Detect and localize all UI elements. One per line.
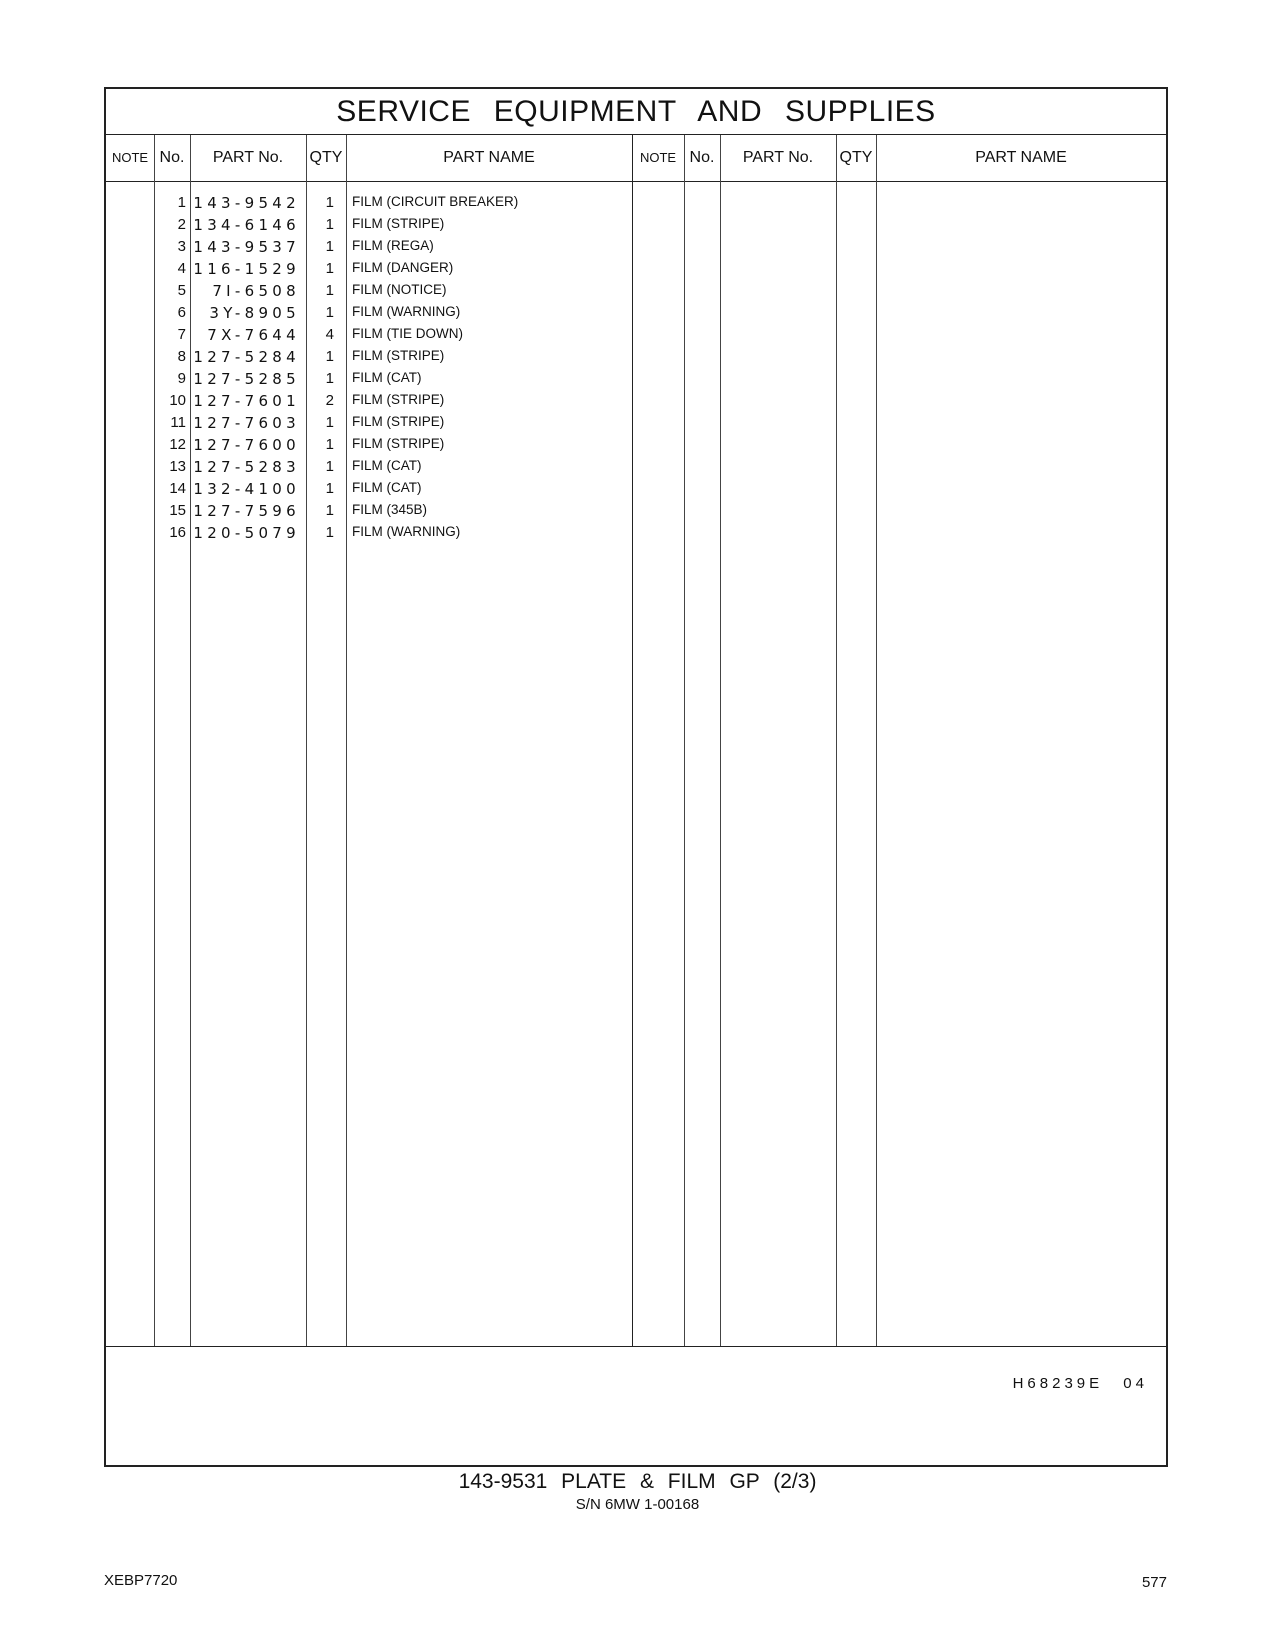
part-number: 127-7601: [193, 392, 300, 410]
header-note-left: NOTE: [111, 150, 149, 165]
quantity: 1: [325, 282, 334, 299]
table-row: [106, 192, 1166, 214]
part-number: 120-5079: [193, 524, 300, 542]
part-number: 143-9537: [193, 238, 300, 256]
part-name: FILM (STRIPE): [352, 414, 445, 429]
page-number: 577: [1141, 1574, 1167, 1591]
part-name: FILM (DANGER): [352, 260, 454, 275]
row-number: 15: [169, 502, 186, 519]
table-row: [106, 214, 1166, 236]
header-part-no-right: PART No.: [742, 149, 814, 166]
row-number: 12: [169, 436, 186, 453]
table-row: [106, 368, 1166, 390]
row-number: 1: [177, 194, 186, 211]
row-number: 11: [170, 414, 186, 431]
part-number: 3Y-8905: [209, 304, 300, 322]
quantity: 4: [325, 326, 334, 343]
table-row: [106, 434, 1166, 456]
serial-number: S/N 6MW 1-00168: [575, 1496, 700, 1513]
header-no-right: No.: [689, 149, 715, 166]
part-name: FILM (CAT): [352, 370, 422, 385]
row-number: 9: [177, 370, 186, 387]
quantity: 1: [325, 260, 334, 277]
part-number: 127-5285: [193, 370, 300, 388]
row-number: 5: [177, 282, 186, 299]
group-caption: 143-9531 PLATE & FILM GP (2/3): [458, 1470, 817, 1493]
row-number: 2: [177, 216, 186, 233]
part-name: FILM (CAT): [352, 480, 422, 495]
table-row: [106, 456, 1166, 478]
part-number: 134-6146: [193, 216, 300, 234]
part-name: FILM (STRIPE): [352, 436, 445, 451]
part-name: FILM (TIE DOWN): [352, 326, 463, 341]
header-divider: [106, 181, 1166, 182]
part-name: FILM (WARNING): [352, 524, 461, 539]
quantity: 1: [325, 502, 334, 519]
part-name: FILM (STRIPE): [352, 392, 445, 407]
table-row: [106, 522, 1166, 544]
quantity: 1: [325, 238, 334, 255]
part-name: FILM (345B): [352, 502, 428, 517]
part-name: FILM (NOTICE): [352, 282, 447, 297]
part-number: 127-7600: [193, 436, 300, 454]
quantity: 1: [325, 414, 334, 431]
quantity: 2: [325, 392, 334, 409]
header-part-no-left: PART No.: [212, 149, 284, 166]
row-number: 8: [177, 348, 186, 365]
header-qty-right: QTY: [839, 149, 873, 166]
footer-divider: [106, 1346, 1166, 1347]
table-row: [106, 324, 1166, 346]
parts-table-frame: [104, 87, 1168, 1467]
table-row: [106, 258, 1166, 280]
row-number: 16: [169, 524, 186, 541]
table-row: [106, 412, 1166, 434]
row-number: 14: [169, 480, 186, 497]
quantity: 1: [325, 370, 334, 387]
quantity: 1: [325, 194, 334, 211]
table-row: [106, 280, 1166, 302]
table-row: [106, 236, 1166, 258]
table-row: [106, 346, 1166, 368]
part-number: 127-5284: [193, 348, 300, 366]
part-name: FILM (STRIPE): [352, 348, 445, 363]
part-name: FILM (CIRCUIT BREAKER): [352, 194, 519, 209]
table-row: [106, 302, 1166, 324]
table-row: [106, 478, 1166, 500]
header-note-right: NOTE: [639, 150, 677, 165]
table-row: [106, 390, 1166, 412]
header-part-name-right: PART NAME: [975, 149, 1067, 166]
part-number: 116-1529: [193, 260, 300, 278]
row-number: 13: [169, 458, 186, 475]
quantity: 1: [325, 524, 334, 541]
part-number: 143-9542: [193, 194, 300, 212]
row-number: 6: [177, 304, 186, 321]
row-number: 3: [177, 238, 186, 255]
row-number: 4: [177, 260, 186, 277]
header-no-left: No.: [159, 149, 185, 166]
quantity: 1: [325, 216, 334, 233]
part-name: FILM (REGA): [352, 238, 434, 253]
part-number: 127-7603: [193, 414, 300, 432]
quantity: 1: [325, 458, 334, 475]
quantity: 1: [325, 480, 334, 497]
header-part-name-left: PART NAME: [443, 149, 535, 166]
table-row: [106, 500, 1166, 522]
part-number: 127-7596: [193, 502, 300, 520]
page-title: SERVICE EQUIPMENT AND SUPPLIES: [106, 89, 1166, 135]
part-name: FILM (STRIPE): [352, 216, 445, 231]
quantity: 1: [325, 348, 334, 365]
quantity: 1: [325, 436, 334, 453]
header-qty-left: QTY: [309, 149, 343, 166]
part-name: FILM (CAT): [352, 458, 422, 473]
drawing-code: H68239E 04: [1012, 1375, 1148, 1392]
part-name: FILM (WARNING): [352, 304, 461, 319]
part-number: 7I-6508: [212, 282, 300, 300]
quantity: 1: [325, 304, 334, 321]
document-id: XEBP7720: [104, 1572, 178, 1589]
row-number: 10: [169, 392, 186, 409]
row-number: 7: [177, 326, 186, 343]
part-number: 7X-7644: [207, 326, 300, 344]
part-number: 127-5283: [193, 458, 300, 476]
part-number: 132-4100: [193, 480, 300, 498]
